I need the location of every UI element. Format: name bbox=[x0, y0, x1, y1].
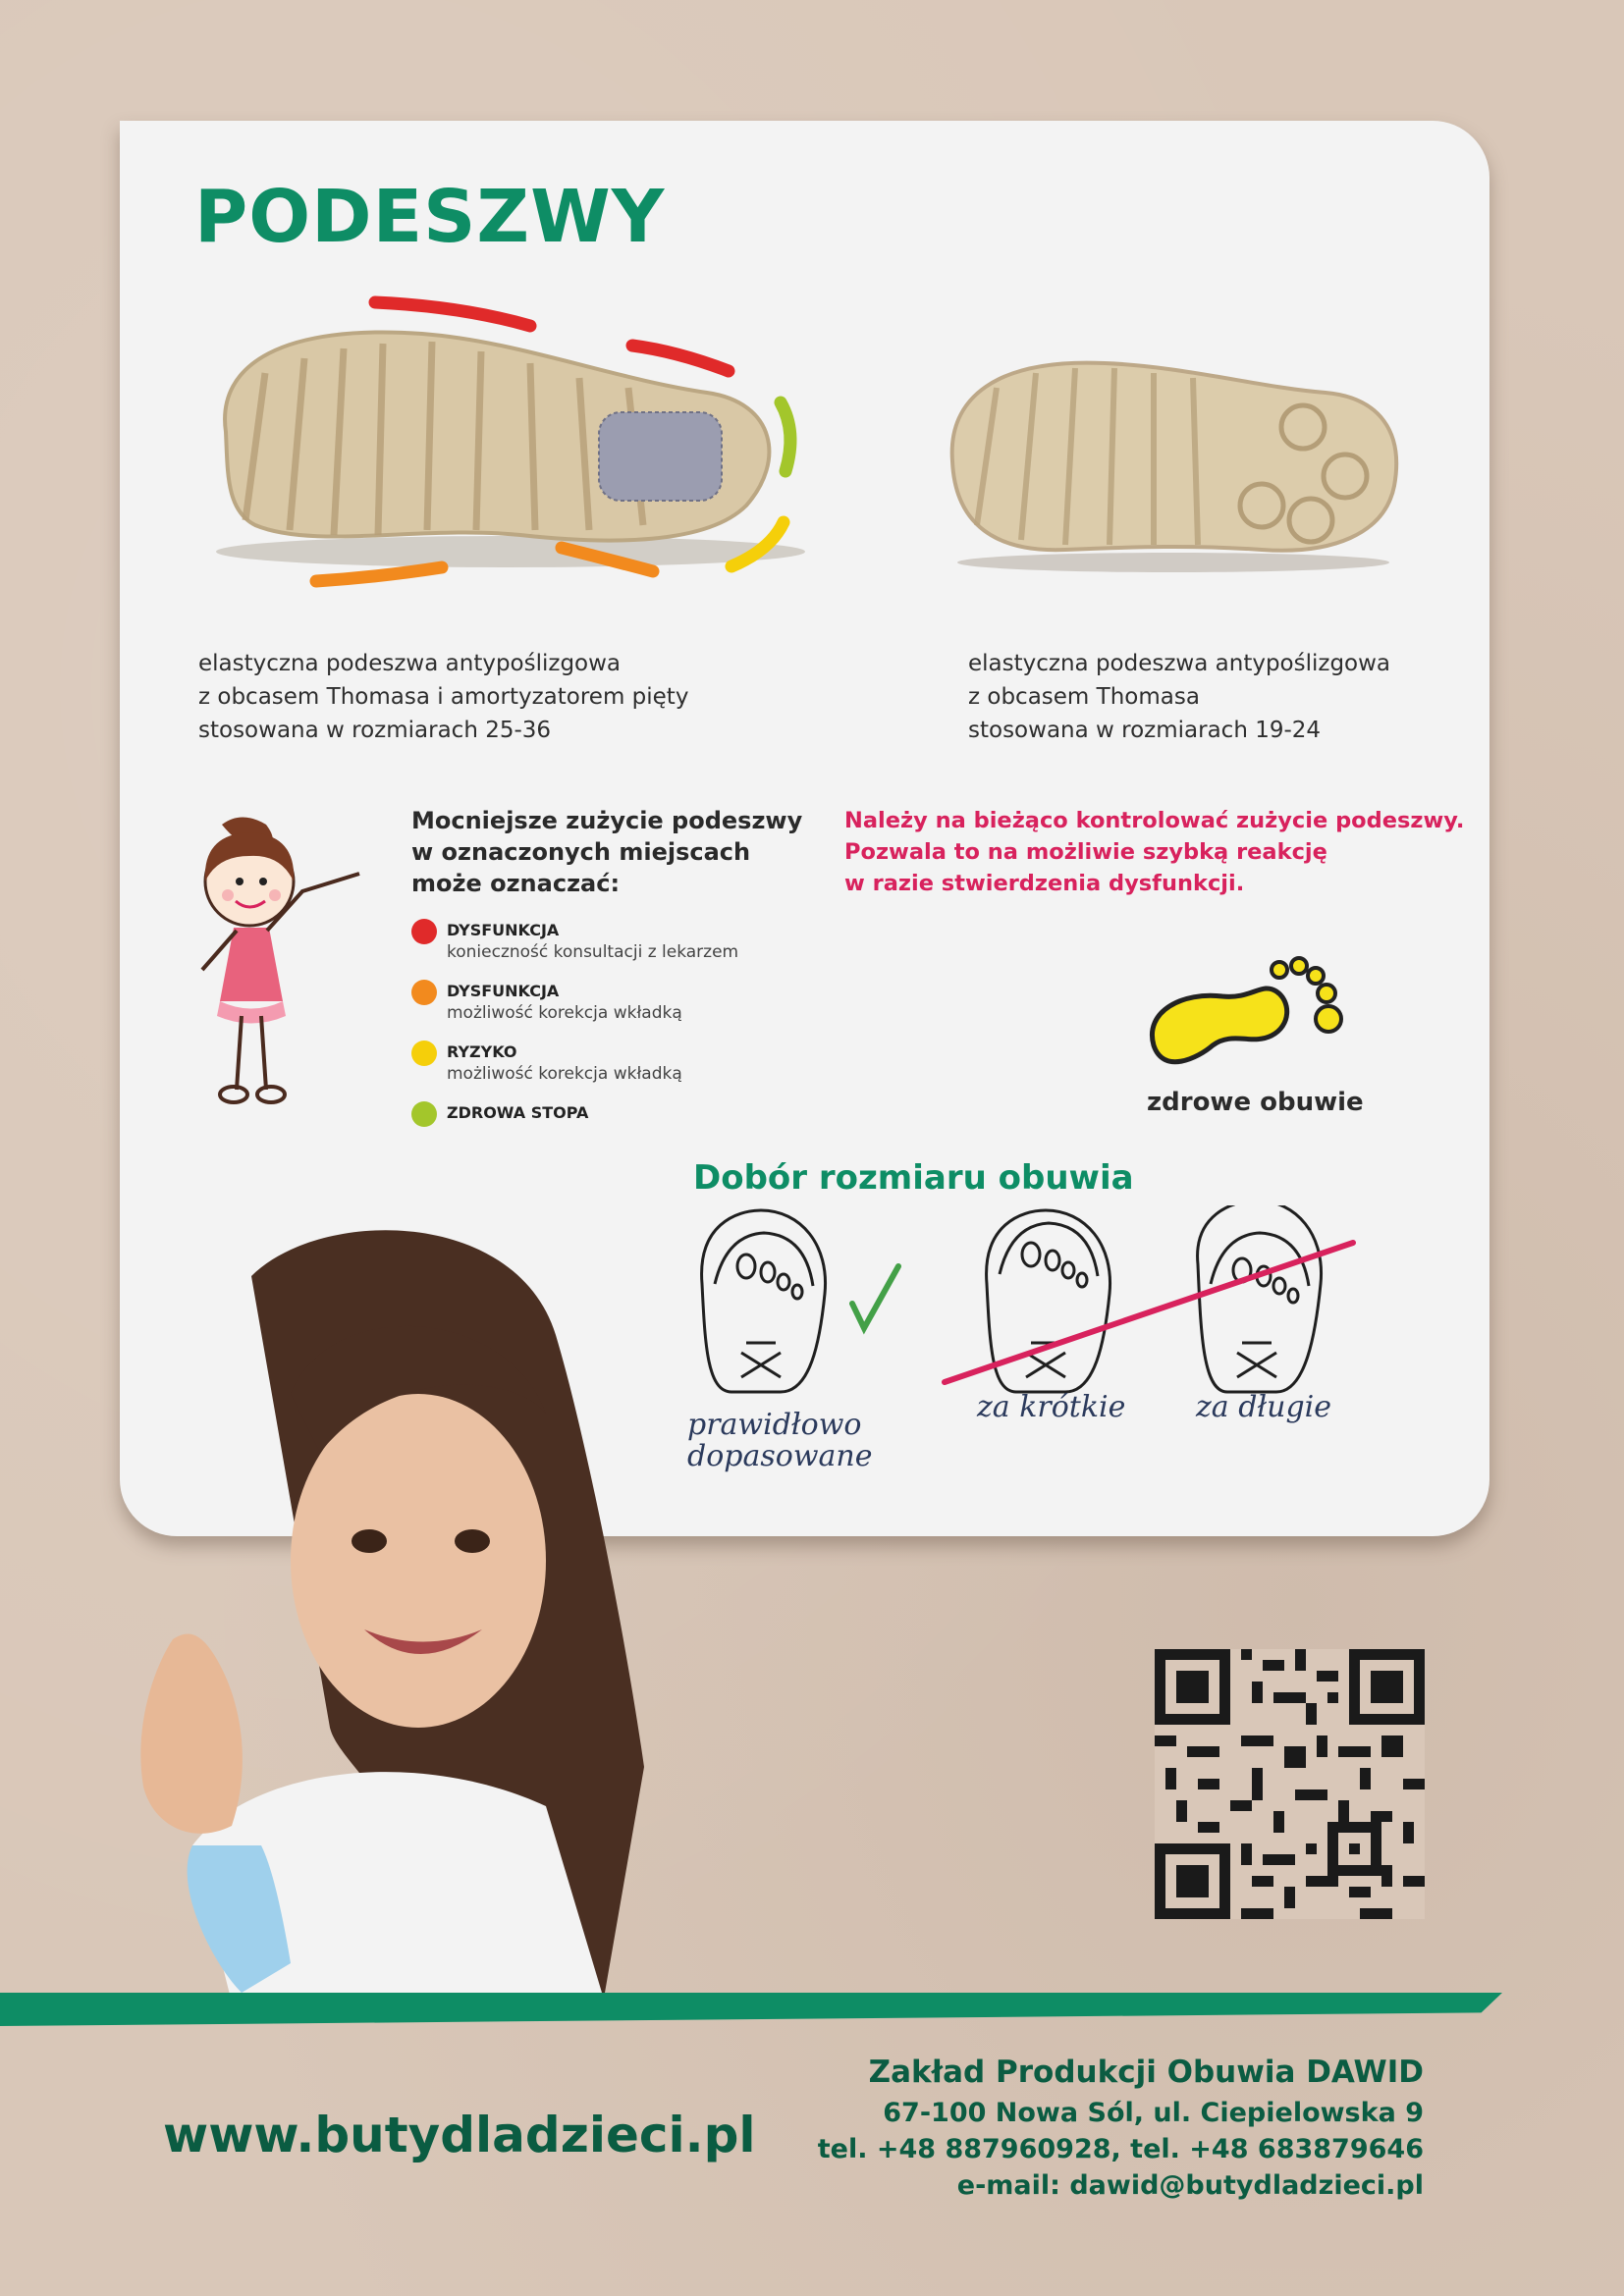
fit-label-correct: prawidłowo dopasowane bbox=[687, 1408, 873, 1473]
website-link[interactable]: www.butydladzieci.pl bbox=[163, 2107, 756, 2163]
red-dot-icon bbox=[411, 919, 437, 944]
footprint-logo-icon bbox=[1144, 952, 1360, 1080]
fit-label-too-long: za długie bbox=[1196, 1390, 1332, 1424]
company-name: Zakład Produkcji Obuwia DAWID bbox=[868, 2055, 1424, 2090]
cartoon-girl-illustration bbox=[192, 805, 374, 1119]
size-section-title: Dobór rozmiaru obuwia bbox=[693, 1158, 1134, 1198]
yellow-dot-icon bbox=[411, 1041, 437, 1066]
contact-info bbox=[818, 2050, 1424, 2204]
phone-numbers: tel. +48 887960928, tel. +48 683879646 bbox=[817, 2134, 1424, 2164]
green-divider-bar bbox=[0, 1993, 1502, 2026]
fit-label-too-short: za krótkie bbox=[977, 1390, 1126, 1424]
page-title: PODESZWY bbox=[194, 175, 666, 259]
sole-description-right: elastyczna podeszwa antypoślizgowa z obcasem Thomasa stosowana w rozmiarach 19-24 bbox=[968, 651, 1391, 743]
address: 67-100 Nowa Sól, ul. Ciepielowska 9 bbox=[883, 2098, 1424, 2128]
sole-image-large bbox=[196, 285, 815, 599]
sole-image-small bbox=[938, 339, 1409, 579]
sole-description-left: elastyczna podeszwa antypoślizgowa z obcasem Thomasa i amortyzatorem pięty stosowana w rozmiarach 25-36 bbox=[198, 651, 689, 743]
orange-dot-icon bbox=[411, 980, 437, 1005]
wear-control-note: Należy na bieżąco kontrolować zużycie podeszwy. Pozwala to na możliwie szybką reakcję w razie stwierdzenia dysfunkcji. bbox=[844, 808, 1465, 896]
brand-logo-text: zdrowe obuwie bbox=[1147, 1088, 1364, 1117]
child-photo bbox=[94, 1217, 693, 2002]
qr-code-icon bbox=[1155, 1649, 1425, 1919]
wear-heading: Mocniejsze zużycie podeszwy w oznaczonych miejscach może oznaczać: bbox=[411, 807, 803, 897]
shoe-fit-illustrations bbox=[687, 1205, 1365, 1402]
email-address[interactable]: e-mail: dawid@butydladzieci.pl bbox=[956, 2170, 1424, 2201]
green-dot-icon bbox=[411, 1101, 437, 1127]
